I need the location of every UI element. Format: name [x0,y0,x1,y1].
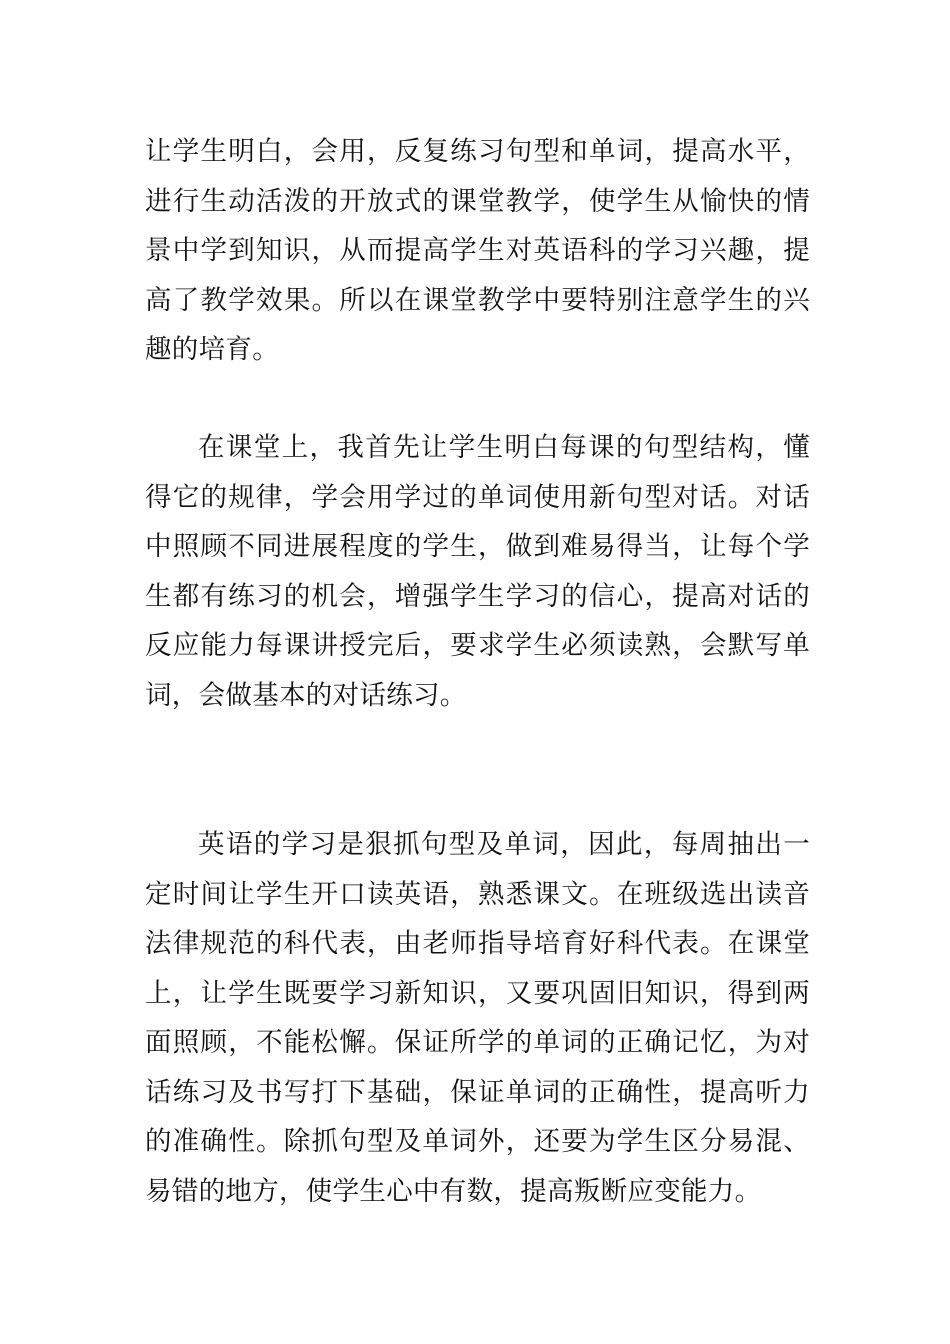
paragraph-3: 英语的学习是狠抓句型及单词，因此，每周抽出一定时间让学生开口读英语，熟悉课文。在班级选出读音法律规范的科代表，由老师指导培育好科代表。在课堂上，让学生既要学习新知识，又要巩固旧知识，得到两面照顾，不能松懈。保证所学的单词的正确记忆，为对话练习及书写打下基础，保证单词的正确性，提高听力的准确性。除抓句型及单词外，还要为学生区分易混、易错的地方，使学生心中有数，提高叛断应变能力。 [145,829,810,1207]
paragraph-2: 在课堂上，我首先让学生明白每课的句型结构，懂得它的规律，学会用学过的单词使用新句型对话。对话中照顾不同进展程度的学生，做到难易得当，让每个学生都有练习的机会，增强学生学习的信心，提高对话的反应能力每课讲授完后，要求学生必须读熟，会默写单词，会做基本的对话练习。 [145,432,810,711]
paragraph-1: 让学生明白，会用，反复练习句型和单词，提高水平，进行生动活泼的开放式的课堂教学，使学生从愉快的情景中学到知识，从而提高学生对英语科的学习兴趣，提高了教学效果。所以在课堂教学中要特别注意学生的兴趣的培育。 [145,136,810,365]
